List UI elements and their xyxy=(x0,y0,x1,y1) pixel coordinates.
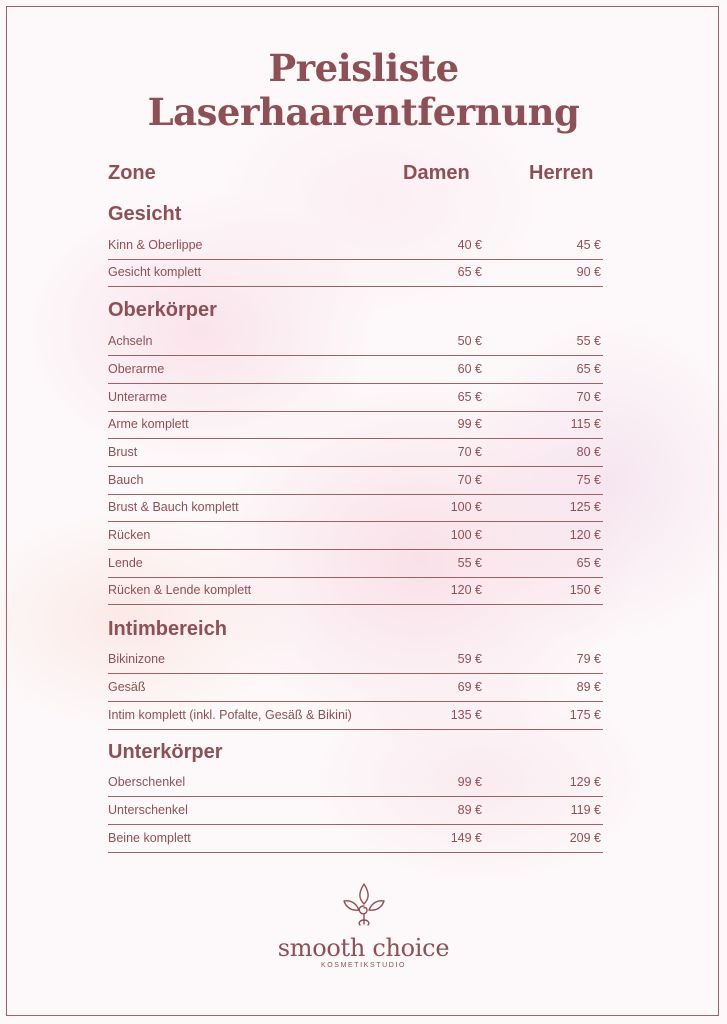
row-price-herren: 150 € xyxy=(569,583,601,597)
row-zone: Beine komplett xyxy=(108,831,191,845)
row-price-herren: 65 € xyxy=(576,556,601,570)
row-price-damen: 100 € xyxy=(450,500,482,514)
row-price-damen: 40 € xyxy=(457,238,482,252)
row-zone: Arme komplett xyxy=(108,417,189,431)
table-row xyxy=(108,647,603,674)
row-price-herren: 65 € xyxy=(576,362,601,376)
table-row xyxy=(108,523,603,550)
table-row xyxy=(108,703,603,730)
table-row xyxy=(108,675,603,702)
row-price-herren: 79 € xyxy=(576,652,601,666)
table-row xyxy=(108,798,603,825)
table-row xyxy=(108,385,603,412)
row-price-damen: 65 € xyxy=(457,390,482,404)
row-zone: Achseln xyxy=(108,334,153,348)
row-price-herren: 75 € xyxy=(576,473,601,487)
row-price-damen: 99 € xyxy=(457,417,482,431)
row-price-herren: 209 € xyxy=(569,831,601,845)
row-zone: Unterschenkel xyxy=(108,803,188,817)
column-header-herren: Herren xyxy=(529,162,594,184)
section-title-gesicht: Gesicht xyxy=(108,203,182,225)
row-price-damen: 70 € xyxy=(457,445,482,459)
row-zone: Gesäß xyxy=(108,680,146,694)
row-price-damen: 65 € xyxy=(457,265,482,279)
row-price-herren: 125 € xyxy=(569,500,601,514)
row-price-damen: 60 € xyxy=(457,362,482,376)
row-price-damen: 135 € xyxy=(450,708,482,722)
row-zone: Kinn & Oberlippe xyxy=(108,238,203,252)
table-row xyxy=(108,357,603,384)
page-title-line2: Laserhaarentfernung xyxy=(147,90,580,134)
table-row xyxy=(108,468,603,495)
lotus-icon xyxy=(337,880,391,930)
row-price-damen: 120 € xyxy=(450,583,482,597)
table-row xyxy=(108,233,603,260)
row-price-herren: 90 € xyxy=(576,265,601,279)
brand-logo xyxy=(0,880,727,930)
section-title-unterkoerper: Unterkörper xyxy=(108,741,223,763)
table-row xyxy=(108,826,603,853)
row-zone: Intim komplett (inkl. Pofalte, Gesäß & Bikini) xyxy=(108,708,352,722)
row-price-damen: 59 € xyxy=(457,652,482,666)
row-zone: Oberschenkel xyxy=(108,775,186,789)
row-price-damen: 100 € xyxy=(450,528,482,542)
page-title-line1: Preisliste xyxy=(268,46,459,90)
row-price-damen: 149 € xyxy=(450,831,482,845)
row-price-herren: 80 € xyxy=(576,445,601,459)
row-zone: Gesicht komplett xyxy=(108,265,202,279)
row-price-damen: 99 € xyxy=(457,775,482,789)
row-price-herren: 175 € xyxy=(569,708,601,722)
table-row xyxy=(108,551,603,578)
row-zone: Rücken & Lende komplett xyxy=(108,583,252,597)
table-row xyxy=(108,495,603,522)
row-zone: Brust xyxy=(108,445,138,459)
table-row xyxy=(108,578,603,605)
row-zone: Unterarme xyxy=(108,390,168,404)
row-price-herren: 115 € xyxy=(570,417,601,431)
table-row xyxy=(108,412,603,439)
row-price-herren: 45 € xyxy=(576,238,601,252)
section-title-oberkoerper: Oberkörper xyxy=(108,299,217,321)
row-zone: Bauch xyxy=(108,473,144,487)
row-zone: Brust & Bauch komplett xyxy=(108,500,239,514)
row-price-herren: 120 € xyxy=(569,528,601,542)
row-zone: Oberarme xyxy=(108,362,165,376)
section-title-intimbereich: Intimbereich xyxy=(108,618,227,640)
row-zone: Bikinizone xyxy=(108,652,165,666)
table-row xyxy=(108,329,603,356)
row-price-herren: 55 € xyxy=(576,334,601,348)
row-price-damen: 50 € xyxy=(457,334,482,348)
table-row xyxy=(108,770,603,797)
row-zone: Rücken xyxy=(108,528,151,542)
row-price-herren: 70 € xyxy=(576,390,601,404)
row-price-damen: 89 € xyxy=(457,803,482,817)
brand-name: smooth choice xyxy=(277,934,450,962)
brand-subtitle: KOSMETIKSTUDIO xyxy=(320,962,407,969)
table-row xyxy=(108,260,603,287)
column-header-damen: Damen xyxy=(403,162,470,184)
column-header-zone: Zone xyxy=(108,162,156,184)
table-row xyxy=(108,440,603,467)
row-price-damen: 69 € xyxy=(457,680,482,694)
row-price-herren: 119 € xyxy=(570,803,601,817)
row-zone: Lende xyxy=(108,556,143,570)
row-price-damen: 55 € xyxy=(457,556,482,570)
row-price-herren: 129 € xyxy=(569,775,601,789)
row-price-herren: 89 € xyxy=(576,680,601,694)
row-price-damen: 70 € xyxy=(457,473,482,487)
